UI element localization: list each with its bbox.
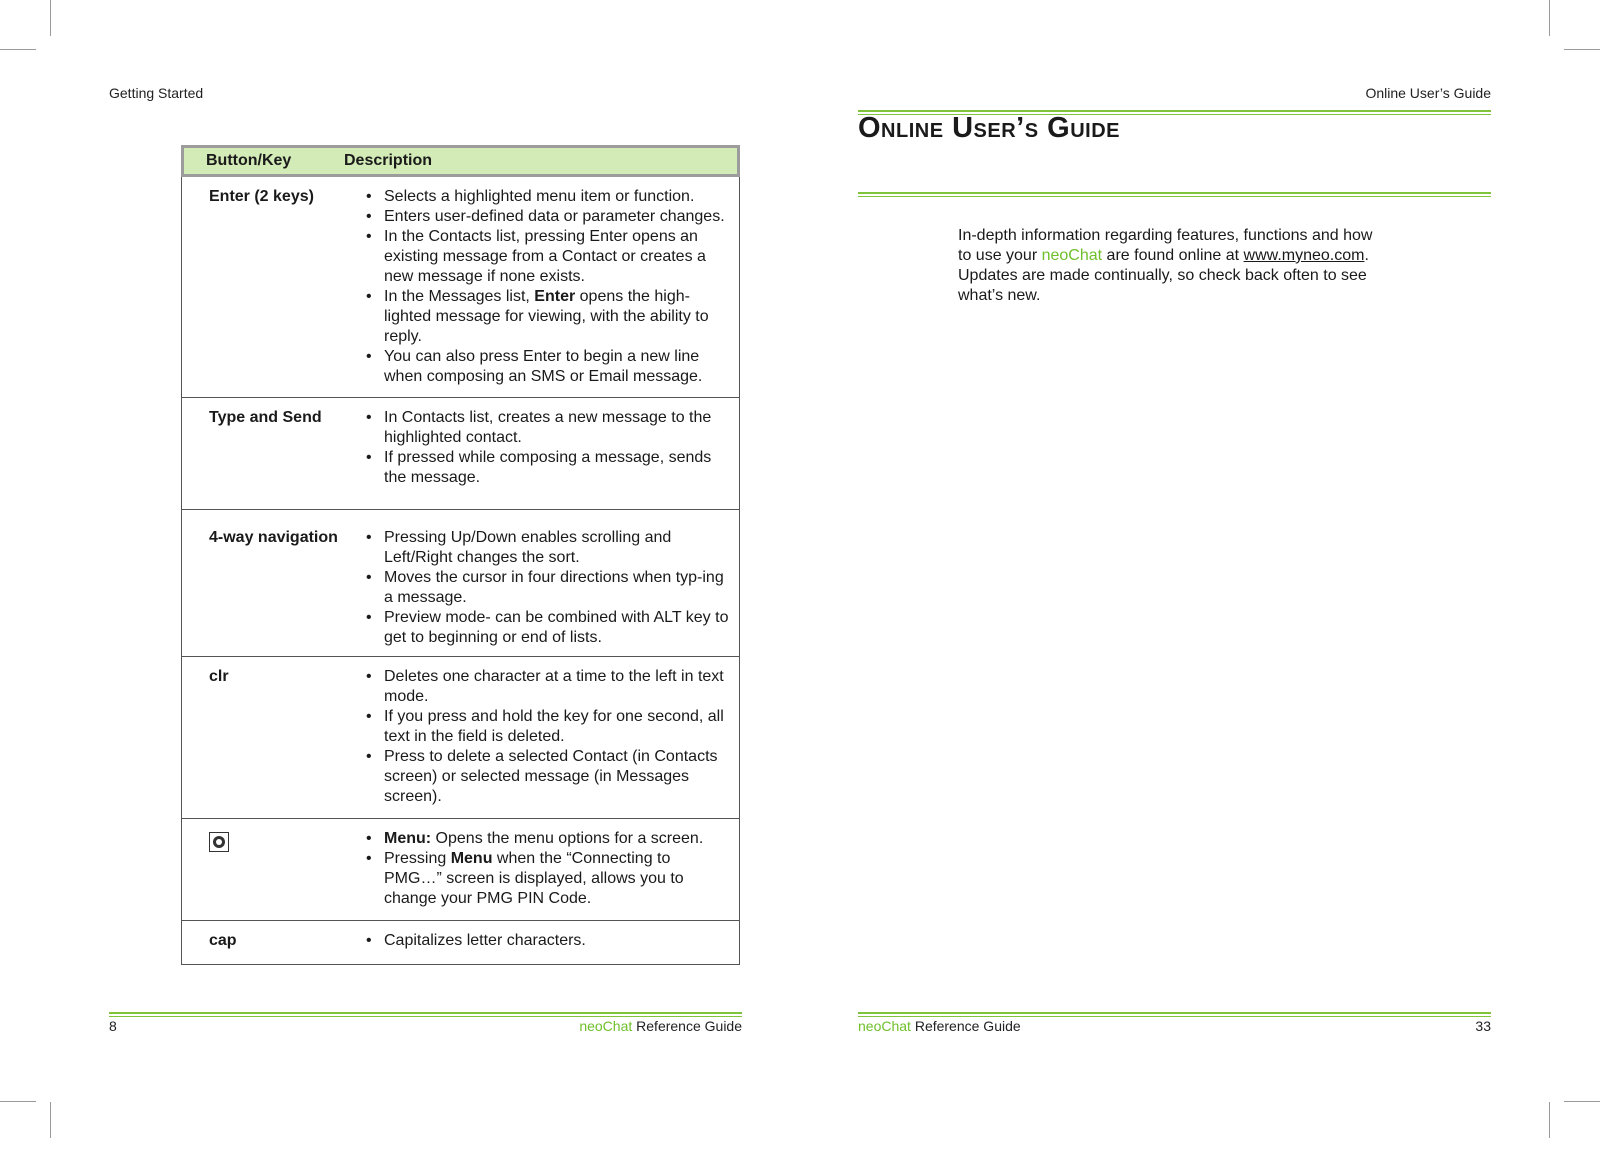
left-running-head: Getting Started	[109, 85, 204, 101]
crop-mark	[0, 1101, 36, 1102]
description-list	[364, 528, 731, 648]
page-title: Online User’s Guide	[858, 112, 1120, 144]
list-item: • Enters user-defined data or parameter changes.	[364, 207, 731, 227]
website-link[interactable]: www.myneo.com	[1243, 247, 1365, 264]
row-key: Enter (2 keys)	[209, 188, 314, 205]
list-item: • Press to delete a selected Contact (in Contacts screen) or selected message (in Messages screen).	[364, 747, 731, 807]
list-item: • Selects a highlighted menu item or function.	[364, 187, 731, 207]
crop-mark	[1564, 1101, 1600, 1102]
list-item: • You can also press Enter to begin a new line when composing an SMS or Email message.	[364, 347, 731, 387]
row-key: 4-way navigation	[209, 529, 338, 546]
right-footer-title: neoChat Reference Guide	[858, 1018, 1021, 1034]
left-page-number: 8	[109, 1018, 117, 1034]
right-running-head: Online User’s Guide	[1365, 85, 1491, 101]
list-item: • In the Contacts list, pressing Enter opens an existing message from a Contact or creates a new message if none exists.	[364, 227, 731, 287]
list-item: • Menu: Opens the menu options for a screen.	[364, 829, 731, 849]
list-item: • Deletes one character at a time to the left in text mode.	[364, 667, 731, 707]
row-key	[182, 819, 364, 920]
list-item: • Moves the cursor in four directions when typ-ing a message.	[364, 568, 731, 608]
footer-rule	[858, 1012, 1491, 1017]
table-row	[181, 657, 740, 819]
title-rule-bottom	[858, 192, 1491, 197]
crop-mark	[1564, 49, 1600, 50]
list-item: • In Contacts list, creates a new message to the highlighted contact.	[364, 408, 731, 448]
crop-mark	[50, 1102, 51, 1138]
header-description: Description	[344, 152, 433, 169]
menu-key-icon	[209, 832, 229, 852]
table-row	[181, 921, 740, 965]
crop-mark	[50, 0, 51, 36]
table-row	[181, 398, 740, 510]
description-list	[364, 408, 731, 488]
list-item: • If you press and hold the key for one second, all text in the field is deleted.	[364, 707, 731, 747]
button-key-table	[181, 145, 740, 965]
row-key: Type and Send	[209, 409, 322, 426]
description-list	[364, 667, 731, 807]
right-page-number: 33	[1475, 1018, 1491, 1034]
list-item: • Pressing Up/Down enables scrolling and Left/Right changes the sort.	[364, 528, 731, 568]
list-item: • Capitalizes letter characters.	[364, 931, 731, 951]
row-key: clr	[209, 668, 229, 685]
table-row	[181, 177, 740, 398]
list-item: • Pressing Menu when the “Connecting to PMG…” screen is displayed, allows you to change your PMG PIN Code.	[364, 849, 731, 909]
table-row	[181, 819, 740, 921]
row-key: cap	[209, 932, 237, 949]
crop-mark	[1549, 1102, 1550, 1138]
table-row	[181, 510, 740, 657]
header-button-key: Button/Key	[206, 152, 292, 169]
crop-mark	[0, 49, 36, 50]
body-paragraph: In-depth information regarding features, functions and how to use your neoChat are found online at www.myneo.com. Updates are made continually, so check back often to see what’s new.	[958, 227, 1373, 304]
description-list	[364, 187, 731, 387]
list-item: • In the Messages list, Enter opens the high-lighted message for viewing, with the ability to reply.	[364, 287, 731, 347]
list-item: • Preview mode- can be combined with ALT key to get to beginning or end of lists.	[364, 608, 731, 648]
left-footer-title: neoChat Reference Guide	[579, 1018, 742, 1034]
list-item: • If pressed while composing a message, sends the message.	[364, 448, 731, 488]
footer-rule	[109, 1012, 742, 1017]
crop-mark	[1549, 0, 1550, 36]
brand-name: neoChat	[1041, 247, 1103, 264]
description-list	[364, 829, 731, 909]
description-list	[364, 931, 731, 951]
table-header	[181, 145, 740, 177]
